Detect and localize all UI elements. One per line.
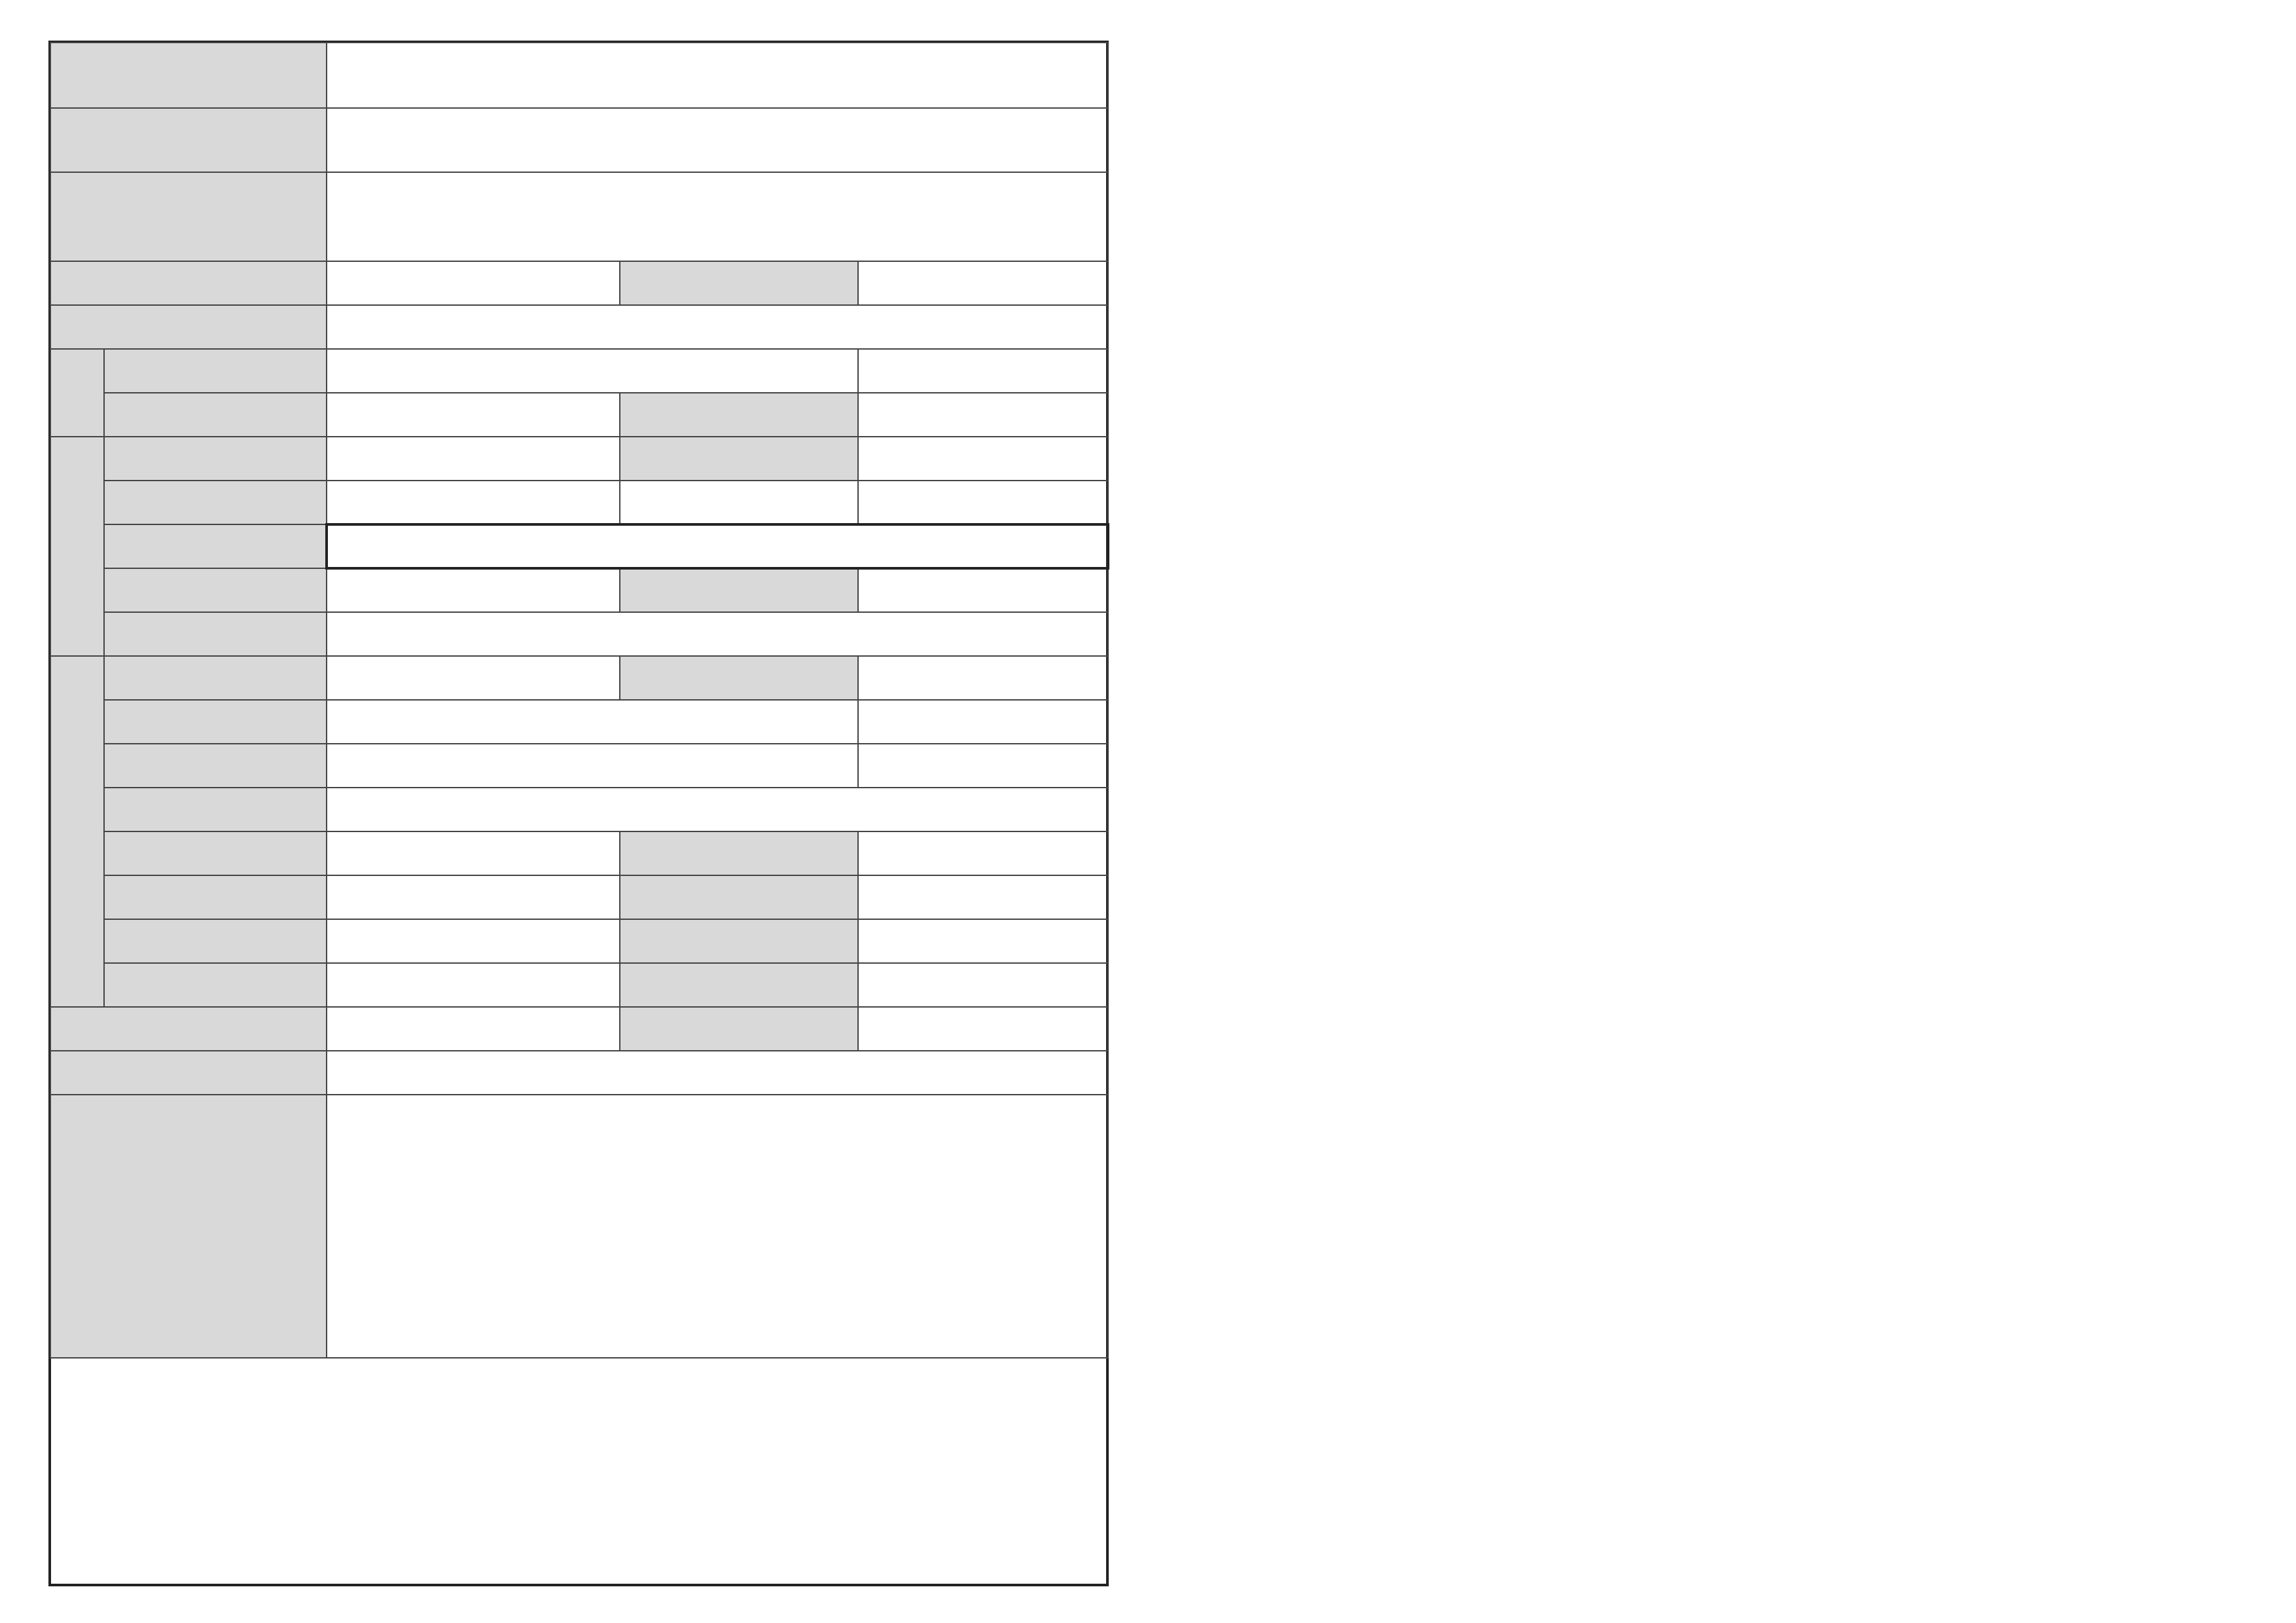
coverage-empty-2 (858, 481, 1108, 524)
land-area-cell (327, 349, 858, 393)
unit-area-label (104, 744, 327, 788)
land-group-label (50, 349, 104, 437)
mgmt-type-value (327, 875, 620, 919)
mgmt-type-label (104, 875, 327, 919)
price-label (50, 108, 327, 172)
repair-label (620, 919, 858, 963)
mgmt-fee-value (327, 919, 620, 963)
remarks-label (50, 1095, 327, 1358)
coverage-value (327, 481, 620, 524)
transport-label (50, 305, 327, 349)
building-group-label (50, 656, 104, 1007)
built-label (104, 831, 327, 875)
layout-value (327, 1051, 1108, 1095)
tax-value (858, 1007, 1108, 1051)
property-name (327, 43, 1108, 108)
land-right-label (104, 393, 327, 437)
floor-area-label (104, 700, 327, 744)
mgmt-company-label (620, 875, 858, 919)
handover-label (50, 1007, 327, 1051)
other-value (327, 612, 1108, 656)
sediment-label (104, 568, 327, 612)
rights-label (620, 261, 858, 305)
remarks-cell (327, 1095, 1108, 1358)
units-label (620, 831, 858, 875)
other-label (104, 612, 327, 656)
mgmt-company-value (858, 875, 1108, 919)
kind-label (104, 656, 327, 700)
status-value (858, 656, 1108, 700)
mgmt-fee-label (104, 919, 327, 963)
land-area-label (104, 349, 327, 393)
city-planning-group-label (50, 437, 104, 656)
floor-area-cell (327, 700, 858, 744)
transport-value (327, 305, 1108, 349)
fire-value (858, 437, 1108, 481)
zone-value (327, 437, 620, 481)
land-ratio-label (620, 393, 858, 437)
rights-value (858, 261, 1108, 305)
coverage-empty-1 (620, 481, 858, 524)
floor-area-empty (858, 700, 1108, 744)
sediment-value (327, 568, 620, 612)
structure-value (327, 788, 1108, 831)
blank-value (327, 524, 1108, 568)
handover-value (327, 1007, 620, 1051)
parking-fee-label (620, 963, 858, 1007)
land-right-value (327, 393, 620, 437)
hazard-label (620, 568, 858, 612)
price-cell (327, 108, 1108, 172)
tax-label (620, 1007, 858, 1051)
type-label (50, 261, 327, 305)
unit-area-cell (327, 744, 858, 788)
coverage-label (104, 481, 327, 524)
zone-label (104, 437, 327, 481)
parking-value (327, 963, 620, 1007)
structure-label (104, 788, 327, 831)
blank-label (104, 524, 327, 568)
status-label (620, 656, 858, 700)
repair-value (858, 919, 1108, 963)
hazard-value (858, 568, 1108, 612)
location-cell (327, 172, 1108, 261)
property-sheet (50, 42, 1109, 1359)
land-area-empty (858, 349, 1108, 393)
fire-label (620, 437, 858, 481)
units-value (858, 831, 1108, 875)
property-name-label (50, 43, 327, 108)
parking-label (104, 963, 327, 1007)
kind-value (327, 656, 620, 700)
unit-area-empty (858, 744, 1108, 788)
layout-label (50, 1051, 327, 1095)
location-label (50, 172, 327, 261)
land-ratio-value (858, 393, 1108, 437)
parking-fee-value (858, 963, 1108, 1007)
type-value (327, 261, 620, 305)
built-value (327, 831, 620, 875)
